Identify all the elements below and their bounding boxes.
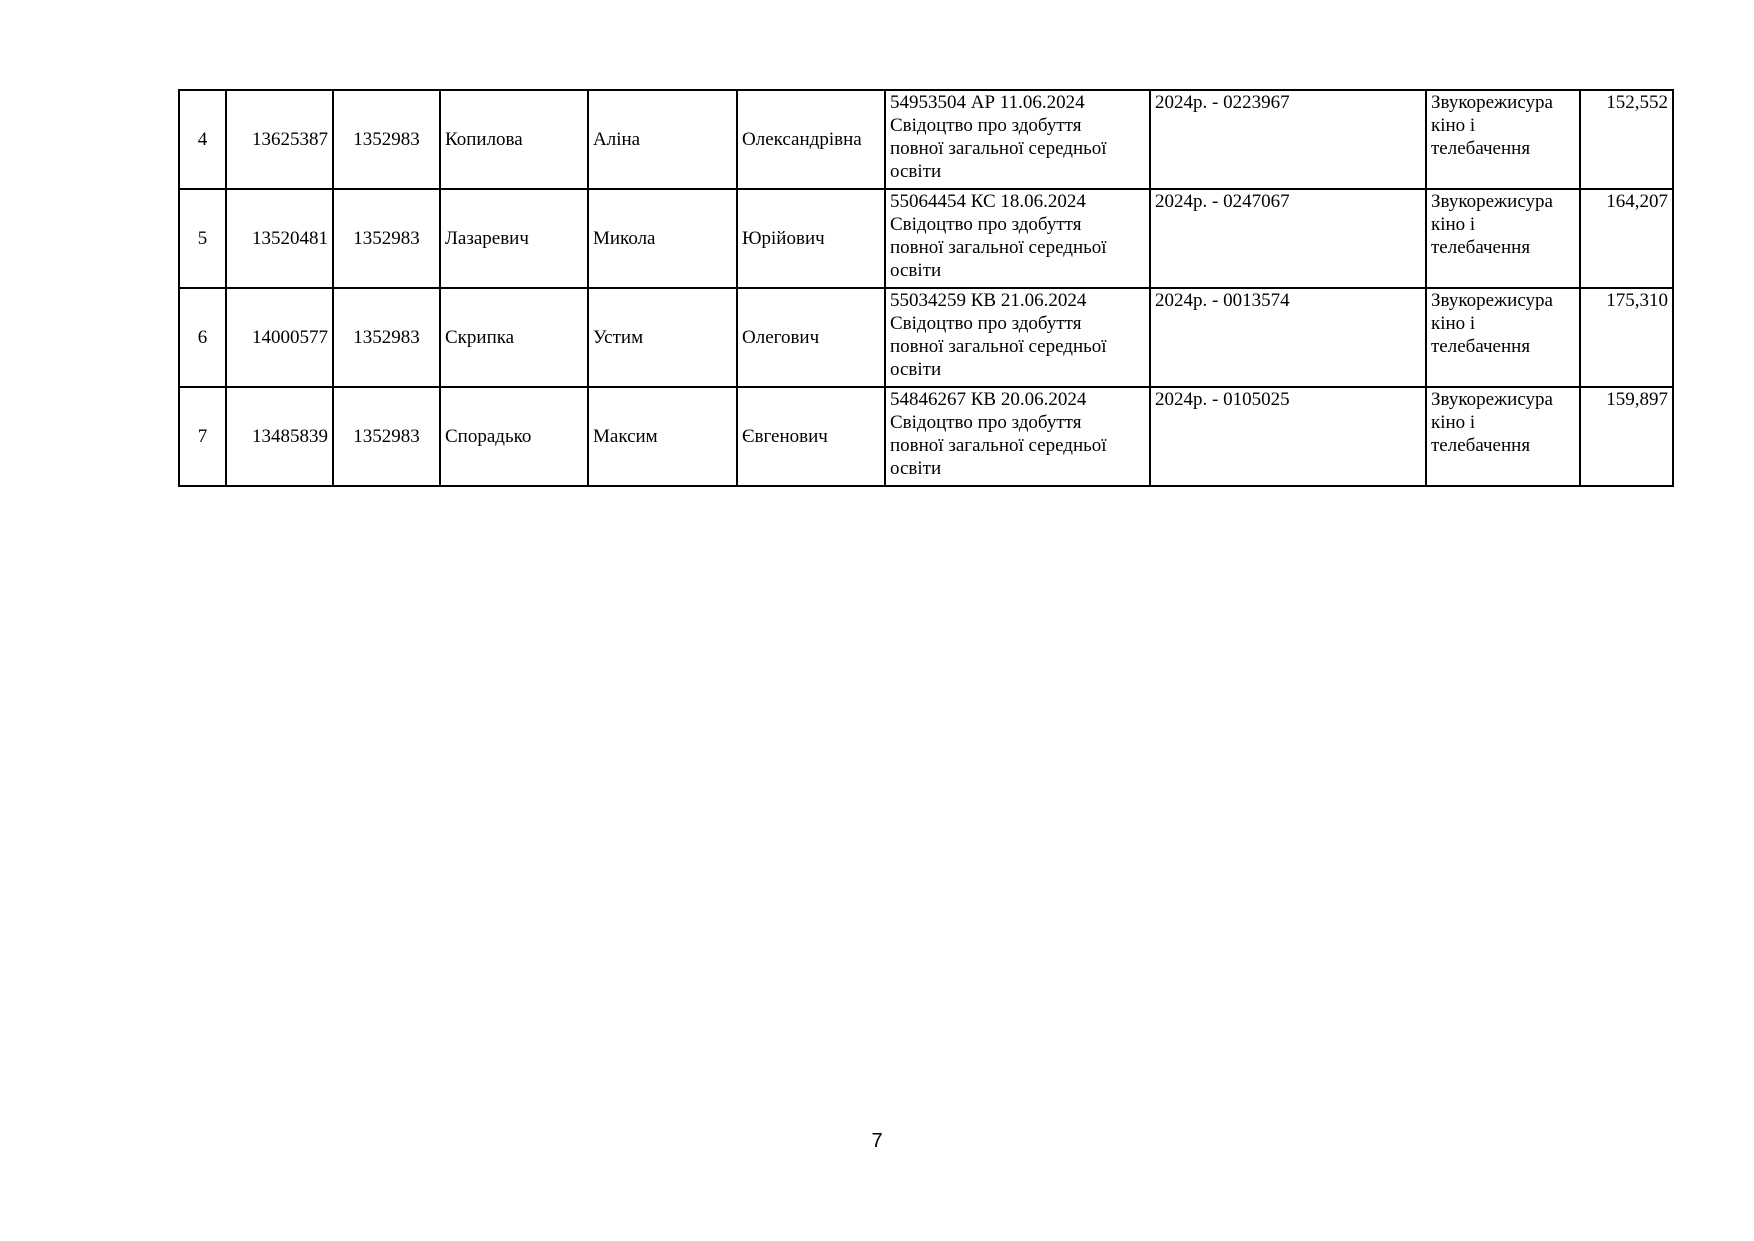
- attestat-cell: 2024р. - 0105025: [1150, 387, 1426, 486]
- document-line: 55034259 КВ 21.06.2024: [890, 290, 1087, 311]
- specialty-cell: [1426, 387, 1580, 486]
- surname-cell: Копилова: [440, 90, 588, 189]
- specialty-line: телебачення: [1431, 237, 1531, 258]
- surname-cell: Спорадько: [440, 387, 588, 486]
- document-line: повної загальної середньої: [890, 138, 1107, 159]
- first-name-cell: Микола: [588, 189, 737, 288]
- page-number: 7: [871, 1130, 883, 1152]
- applicant-id-cell: 13485839: [226, 387, 333, 486]
- first-name-cell: Аліна: [588, 90, 737, 189]
- document-line: освіти: [890, 260, 942, 281]
- specialty-line: Звукорежисура: [1431, 290, 1553, 311]
- specialty-line: телебачення: [1431, 435, 1531, 456]
- specialty-line: Звукорежисура: [1431, 92, 1553, 113]
- row-number-cell: 5: [179, 189, 226, 288]
- document-line: 55064454 КС 18.06.2024: [890, 191, 1086, 212]
- score-cell: 175,310: [1580, 288, 1673, 387]
- specialty-line: кіно і: [1431, 412, 1476, 433]
- document-line: повної загальної середньої: [890, 336, 1107, 357]
- document-line: Свідоцтво про здобуття: [890, 115, 1082, 136]
- program-code-cell: 1352983: [333, 288, 440, 387]
- document-line: освіти: [890, 359, 942, 380]
- specialty-cell: [1426, 90, 1580, 189]
- document-line: освіти: [890, 458, 942, 479]
- score-cell: 159,897: [1580, 387, 1673, 486]
- first-name-cell: Максим: [588, 387, 737, 486]
- document-line: Свідоцтво про здобуття: [890, 412, 1082, 433]
- education-document-cell: [885, 90, 1150, 189]
- patronymic-cell: Олегович: [737, 288, 885, 387]
- applicant-id-cell: 13520481: [226, 189, 333, 288]
- attestat-cell: 2024р. - 0247067: [1150, 189, 1426, 288]
- row-number-cell: 6: [179, 288, 226, 387]
- document-line: 54846267 КВ 20.06.2024: [890, 389, 1087, 410]
- program-code-cell: 1352983: [333, 189, 440, 288]
- specialty-line: Звукорежисура: [1431, 191, 1553, 212]
- specialty-line: кіно і: [1431, 115, 1476, 136]
- row-number-cell: 7: [179, 387, 226, 486]
- table-row: [179, 288, 1673, 387]
- patronymic-cell: Олександрівна: [737, 90, 885, 189]
- specialty-line: кіно і: [1431, 313, 1476, 334]
- attestat-cell: 2024р. - 0223967: [1150, 90, 1426, 189]
- document-line: повної загальної середньої: [890, 237, 1107, 258]
- surname-cell: Лазаревич: [440, 189, 588, 288]
- specialty-line: кіно і: [1431, 214, 1476, 235]
- first-name-cell: Устим: [588, 288, 737, 387]
- document-line: Свідоцтво про здобуття: [890, 313, 1082, 334]
- document-line: 54953504 АР 11.06.2024: [890, 92, 1085, 113]
- education-document-cell: [885, 288, 1150, 387]
- education-document-cell: [885, 189, 1150, 288]
- row-number-cell: 4: [179, 90, 226, 189]
- patronymic-cell: Юрійович: [737, 189, 885, 288]
- table-row: [179, 387, 1673, 486]
- attestat-cell: 2024р. - 0013574: [1150, 288, 1426, 387]
- specialty-line: телебачення: [1431, 336, 1531, 357]
- specialty-cell: [1426, 189, 1580, 288]
- table-body: [179, 90, 1673, 486]
- score-cell: 164,207: [1580, 189, 1673, 288]
- score-cell: 152,552: [1580, 90, 1673, 189]
- table-row: [179, 90, 1673, 189]
- document-line: Свідоцтво про здобуття: [890, 214, 1082, 235]
- applicant-id-cell: 14000577: [226, 288, 333, 387]
- specialty-cell: [1426, 288, 1580, 387]
- applicant-id-cell: 13625387: [226, 90, 333, 189]
- specialty-line: телебачення: [1431, 138, 1531, 159]
- education-document-cell: [885, 387, 1150, 486]
- table-row: [179, 189, 1673, 288]
- document-line: освіти: [890, 161, 942, 182]
- specialty-line: Звукорежисура: [1431, 389, 1553, 410]
- document-line: повної загальної середньої: [890, 435, 1107, 456]
- surname-cell: Скрипка: [440, 288, 588, 387]
- applicants-table: [178, 89, 1674, 487]
- program-code-cell: 1352983: [333, 90, 440, 189]
- program-code-cell: 1352983: [333, 387, 440, 486]
- patronymic-cell: Євгенович: [737, 387, 885, 486]
